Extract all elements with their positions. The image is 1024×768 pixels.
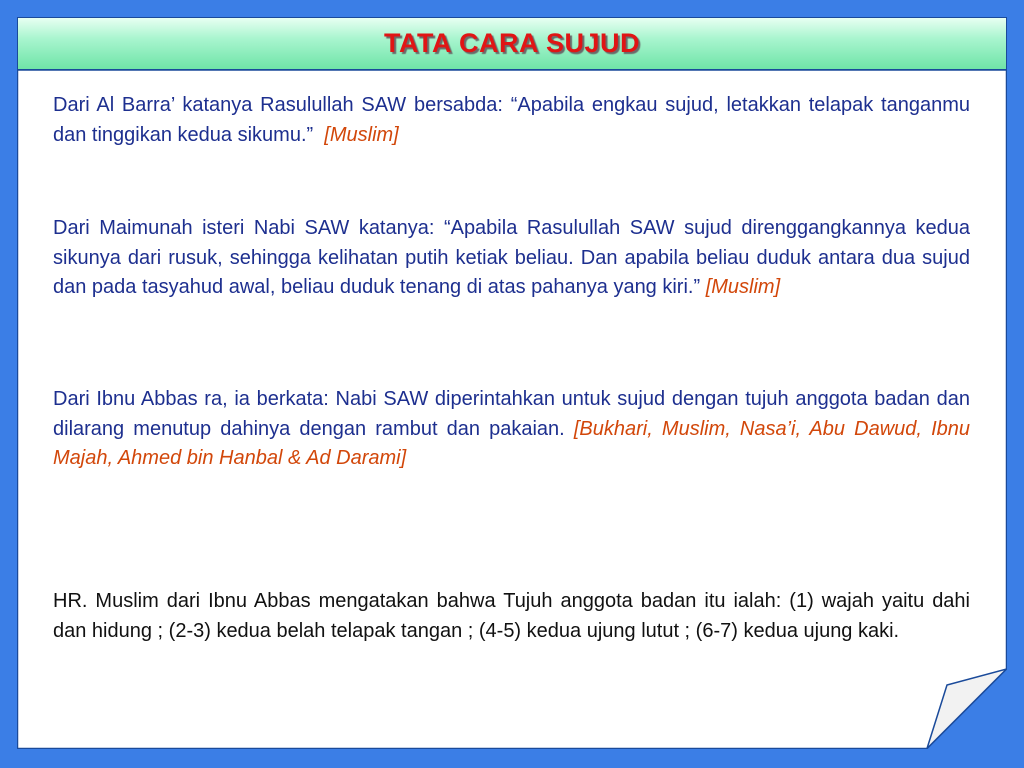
citation: [Muslim] — [705, 276, 781, 298]
paragraph-text: Dari Maimunah isteri Nabi SAW katanya: “Apabila Rasulullah SAW sujud direnggangkannya kedua sikunya dari rusuk, sehingga kelihatan putih ketiak beliau. Dan apabila beliau duduk antara dua sujud dan pada tasyahud awal, beliau duduk tenang di atas pahanya yang kiri.” — [53, 217, 970, 298]
paragraph-text: Dari Ibnu Abbas ra, ia berkata: Nabi SAW diperintahkan untuk sujud dengan tujuh anggota badan dan dilarang menutup dahinya dengan rambut dan pakaian. — [53, 388, 970, 440]
slide — [17, 17, 1007, 749]
title-bar — [17, 17, 1007, 70]
citation: [Bukhari, Muslim, Nasa’i, Abu Dawud, Ibnu Majah, Ahmed bin Hanbal & Ad Darami] — [53, 417, 970, 469]
citation: [Muslim] — [324, 123, 399, 146]
paragraph-text: Dari Al Barra’ katanya Rasulullah SAW bersabda: “Apabila engkau sujud, letakkan telapak tanganmu dan tinggikan kedua sikumu.” — [53, 94, 970, 146]
paragraph-4 — [53, 587, 970, 646]
paragraph-3 — [53, 385, 970, 474]
page-title: TATA CARA SUJUD — [384, 28, 640, 58]
paragraph-2 — [53, 214, 970, 303]
paragraph-1 — [53, 91, 970, 150]
paragraph-text: HR. Muslim dari Ibnu Abbas mengatakan bahwa Tujuh anggota badan itu ialah: (1) wajah yaitu dahi dan hidung ; (2-3) kedua belah telapak tangan ; (4-5) kedua ujung lutut ; (6-7) kedua ujung kaki. — [53, 590, 970, 642]
